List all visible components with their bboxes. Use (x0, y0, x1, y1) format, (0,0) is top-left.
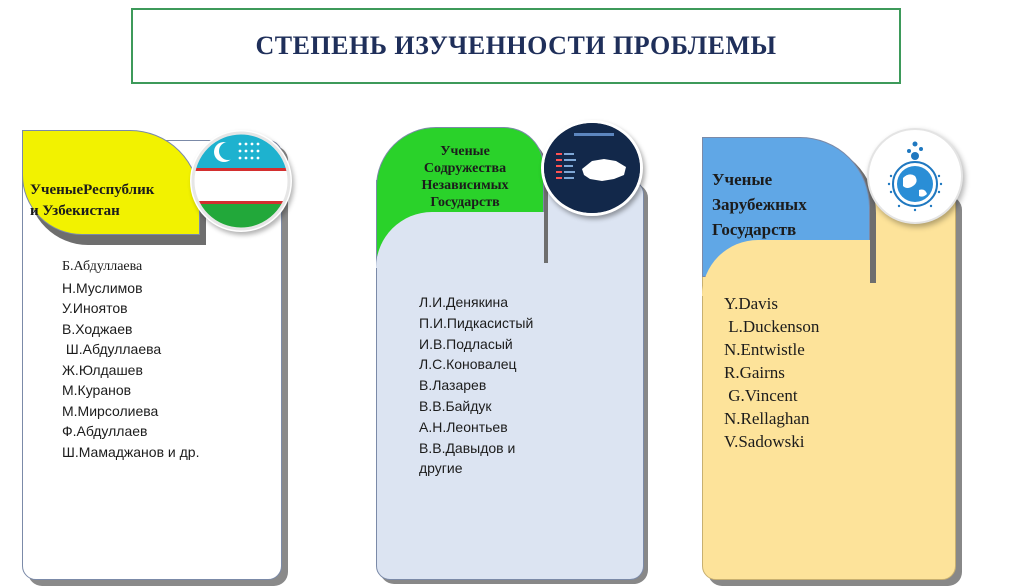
tab-curl (376, 212, 544, 268)
card-heading (712, 167, 807, 242)
names-list (724, 292, 819, 453)
names-list (419, 292, 533, 479)
list-item: Ш.Абдуллаева (62, 341, 162, 357)
list-item: Y.Davis (724, 294, 778, 313)
list-item: N.Entwistle (724, 340, 805, 359)
heading-line: Ученые (712, 170, 773, 189)
list-item: Н.Муслимов (62, 279, 143, 296)
names-list (62, 257, 199, 462)
list-item: L.Duckenson (724, 317, 820, 336)
heading-line: Содружества (423, 161, 507, 176)
list-item: Ж.Юлдашев (62, 361, 143, 378)
list-item: М.Куранов (62, 382, 132, 398)
heading-line: Государств (712, 220, 797, 239)
card-heading (400, 143, 530, 211)
list-item: Б.Абдуллаева (62, 259, 143, 274)
tab-curl (702, 240, 870, 296)
heading-line: Независимых (421, 178, 509, 193)
list-item: Ш.Мамаджанов и др. (62, 443, 200, 460)
list-item: А.Н.Леонтьев (419, 418, 508, 435)
list-item: В.В.Давыдов и (419, 439, 516, 456)
heading-line: Зарубежных (712, 195, 807, 214)
list-item: V.Sadowski (724, 432, 805, 451)
heading-line: и Узбекистан (30, 203, 120, 219)
list-item: У.Иноятов (62, 300, 128, 316)
list-item: N.Rellaghan (724, 409, 810, 428)
title-box (131, 8, 901, 84)
list-item: И.В.Подласый (419, 335, 513, 352)
list-item: П.И.Пидкасистый (419, 314, 534, 331)
uzbekistan-flag-icon (190, 130, 292, 232)
list-item: М.Мирсолиева (62, 402, 159, 419)
cis-map-icon (541, 120, 643, 216)
list-item: Л.И.Денякина (419, 294, 509, 310)
card-heading (30, 180, 154, 222)
list-item: G.Vincent (724, 386, 798, 405)
list-item: другие (419, 460, 463, 477)
list-item: В.Ходжаев (62, 320, 133, 337)
heading-line: УченыеРеспублик (30, 182, 155, 198)
list-item: В.В.Байдук (419, 397, 492, 414)
page-title: СТЕПЕНЬ ИЗУЧЕННОСТИ ПРОБЛЕМЫ (255, 31, 777, 60)
globe-icon (867, 128, 963, 224)
list-item: Л.С.Коновалец (419, 356, 517, 373)
heading-line: Государств (430, 195, 500, 210)
list-item: R.Gairns (724, 363, 785, 382)
list-item: Ф.Абдуллаев (62, 423, 148, 439)
heading-line: Ученые (440, 144, 490, 159)
list-item: В.Лазарев (419, 377, 487, 394)
